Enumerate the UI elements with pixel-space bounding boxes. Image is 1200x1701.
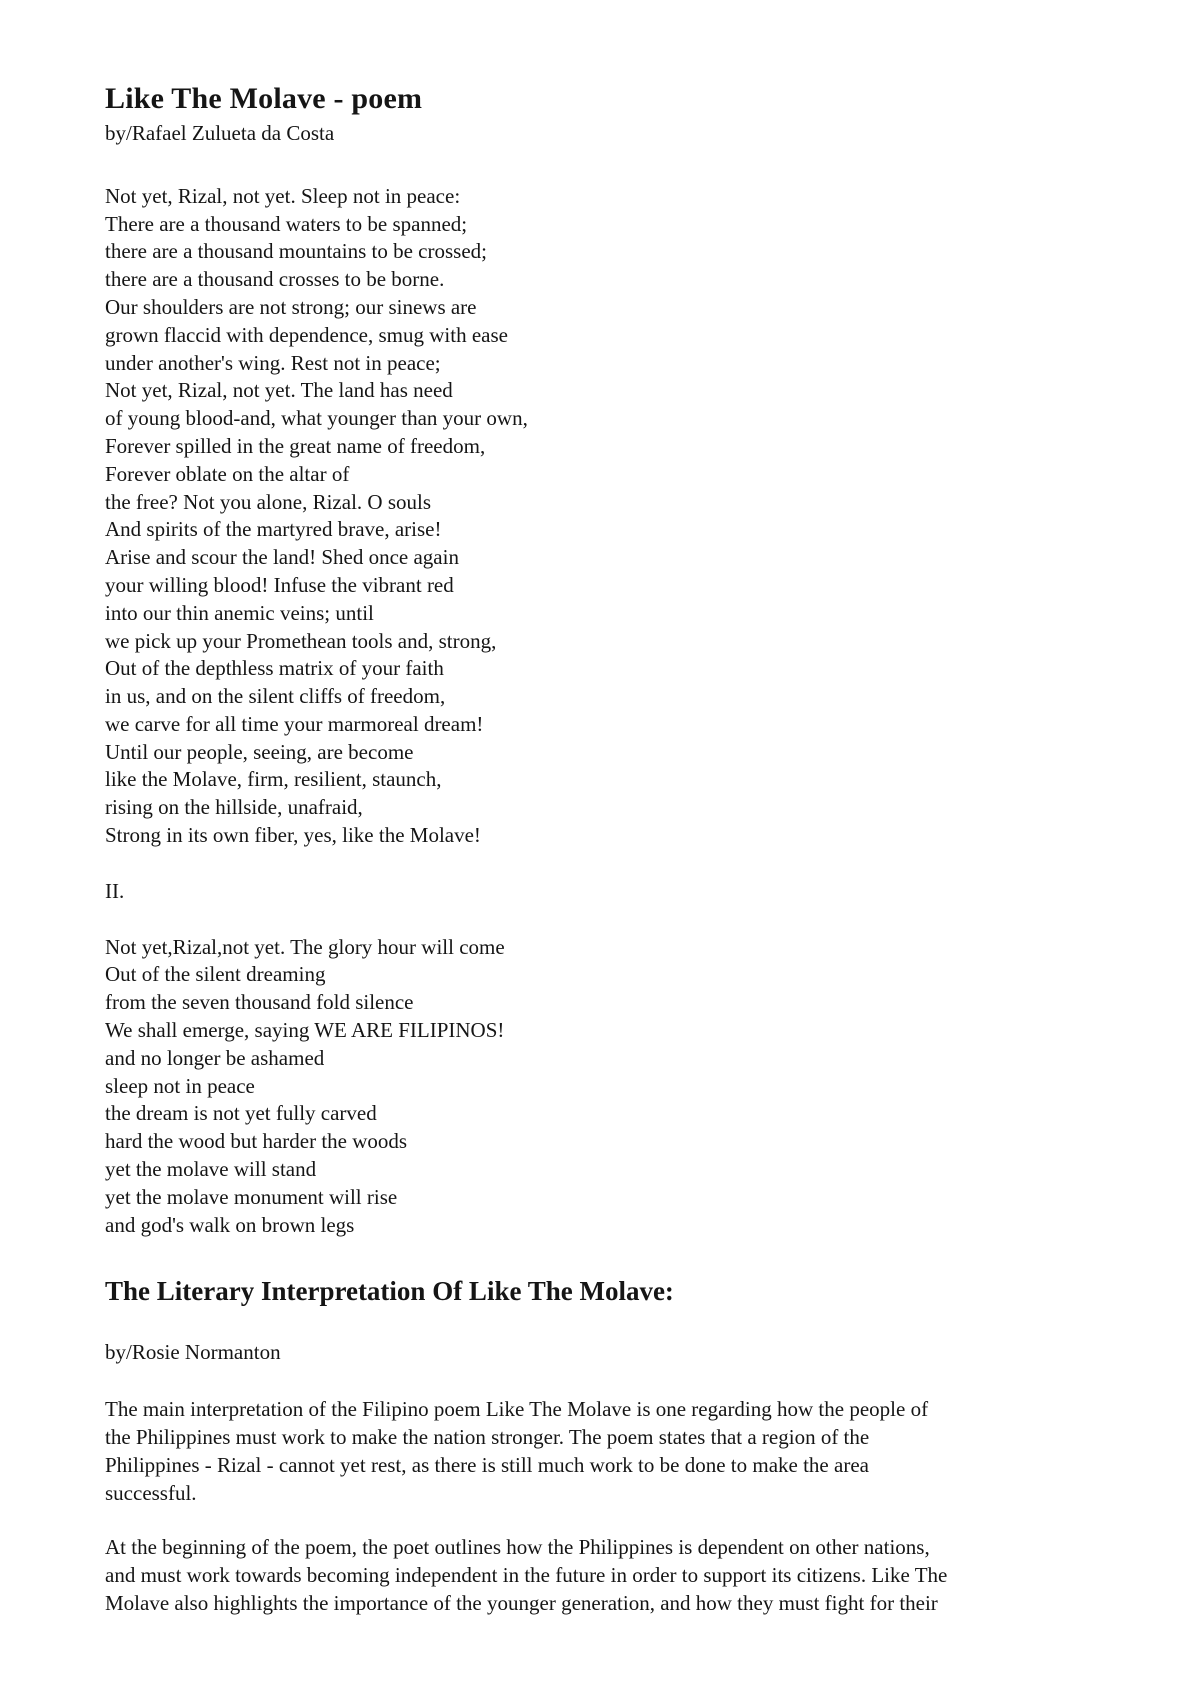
poem-byline: by/Rafael Zulueta da Costa xyxy=(105,120,335,145)
poem-line: And spirits of the martyred brave, arise! xyxy=(105,517,442,542)
poem-line: Not yet,Rizal,not yet. The glory hour will come xyxy=(105,934,505,959)
paragraph-line: Molave also highlights the importance of the younger generation, and how they must fight for their xyxy=(105,1591,938,1616)
stanza-section-label: II. xyxy=(105,878,125,903)
poem-line: and no longer be ashamed xyxy=(105,1045,325,1070)
poem-line: Our shoulders are not strong; our sinews are xyxy=(105,294,477,319)
interpretation-paragraph-1 xyxy=(105,1395,1140,1507)
poem-line: We shall emerge, saying WE ARE FILIPINOS! xyxy=(105,1018,505,1043)
poem-line: hard the wood but harder the woods xyxy=(105,1129,408,1154)
poem-line: into our thin anemic veins; until xyxy=(105,600,374,625)
poem-line: Forever spilled in the great name of freedom, xyxy=(105,433,486,458)
poem-stanza-2 xyxy=(105,934,1140,1240)
poem-line: Forever oblate on the altar of xyxy=(105,461,350,486)
poem-line: from the seven thousand fold silence xyxy=(105,990,414,1015)
paragraph-line: and must work towards becoming independent in the future in order to support its citizens. Like The xyxy=(105,1563,948,1588)
poem-line: Not yet, Rizal, not yet. The land has need xyxy=(105,378,453,403)
poem-line: Strong in its own fiber, yes, like the Molave! xyxy=(105,823,481,848)
poem-line: There are a thousand waters to be spanned; xyxy=(105,211,468,236)
poem-line: there are a thousand crosses to be borne. xyxy=(105,267,445,292)
poem-line: Arise and scour the land! Shed once again xyxy=(105,545,459,570)
poem-line: the dream is not yet fully carved xyxy=(105,1101,377,1126)
interpretation-paragraph-2 xyxy=(105,1533,1140,1617)
paragraph-line: the Philippines must work to make the nation stronger. The poem states that a region of the xyxy=(105,1425,870,1450)
poem-line: like the Molave, firm, resilient, staunch, xyxy=(105,767,442,792)
poem-line: Out of the silent dreaming xyxy=(105,962,326,987)
poem-line: of young blood-and, what younger than your own, xyxy=(105,406,528,431)
paragraph-line: The main interpretation of the Filipino poem Like The Molave is one regarding how the people of xyxy=(105,1397,929,1422)
poem-line: we carve for all time your marmoreal dream! xyxy=(105,711,484,736)
paragraph-line: successful. xyxy=(105,1481,197,1506)
poem-line: there are a thousand mountains to be crossed; xyxy=(105,239,487,264)
poem-line: Until our people, seeing, are become xyxy=(105,739,414,764)
paragraph-line: Philippines - Rizal - cannot yet rest, as there is still much work to be done to make the area xyxy=(105,1453,869,1478)
poem-line: and god's walk on brown legs xyxy=(105,1212,355,1237)
interpretation-heading: The Literary Interpretation Of Like The Molave: xyxy=(105,1276,674,1307)
poem-line: in us, and on the silent cliffs of freedom, xyxy=(105,684,446,709)
poem-title: Like The Molave - poem xyxy=(105,82,423,115)
poem-line: Not yet, Rizal, not yet. Sleep not in peace: xyxy=(105,183,461,208)
paragraph-line: At the beginning of the poem, the poet outlines how the Philippines is dependent on other nations, xyxy=(105,1535,930,1560)
poem-line: your willing blood! Infuse the vibrant red xyxy=(105,572,454,597)
poem-line: yet the molave will stand xyxy=(105,1157,317,1182)
poem-line: grown flaccid with dependence, smug with ease xyxy=(105,322,508,347)
poem-line: yet the molave monument will rise xyxy=(105,1184,398,1209)
poem-line: Out of the depthless matrix of your faith xyxy=(105,656,444,681)
poem-line: under another's wing. Rest not in peace; xyxy=(105,350,441,375)
poem-stanza-1 xyxy=(105,183,1140,850)
poem-line: sleep not in peace xyxy=(105,1073,255,1098)
interpretation-byline: by/Rosie Normanton xyxy=(105,1340,281,1365)
poem-line: we pick up your Promethean tools and, strong, xyxy=(105,628,497,653)
poem-line: rising on the hillside, unafraid, xyxy=(105,795,363,820)
poem-line: the free? Not you alone, Rizal. O souls xyxy=(105,489,431,514)
